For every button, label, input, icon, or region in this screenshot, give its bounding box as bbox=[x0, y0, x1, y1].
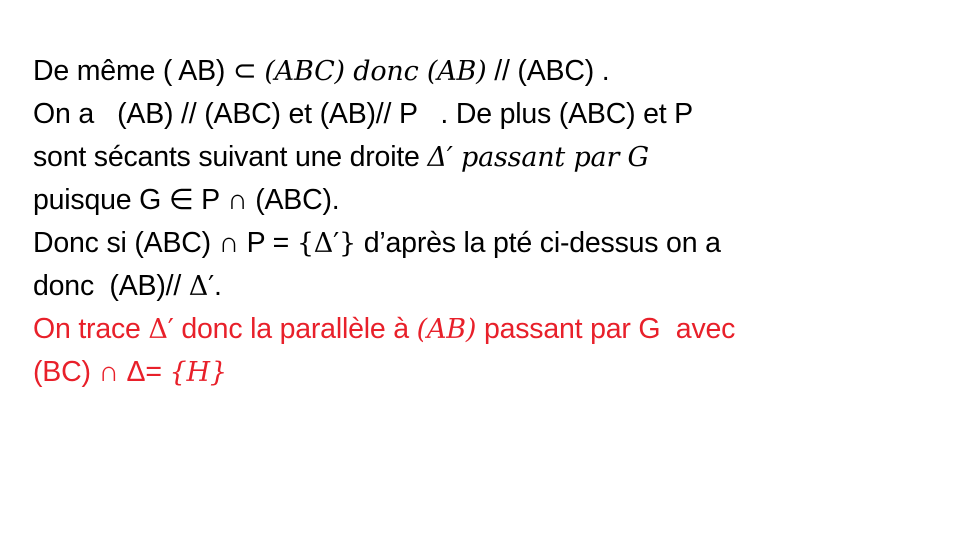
text-line-6 bbox=[33, 265, 933, 308]
line-3-text: sont sécants suivant une droite bbox=[33, 141, 428, 173]
line-6-text-a: donc (AB)// bbox=[33, 270, 189, 302]
line-5-text-a: Donc si (ABC) ∩ P = bbox=[33, 227, 297, 259]
line-7-math-a: Δ′ bbox=[148, 314, 174, 345]
line-8-math: {H} bbox=[169, 357, 227, 388]
text-line-1 bbox=[33, 50, 933, 93]
line-8-text: (BC) ∩ Δ= bbox=[33, 356, 170, 388]
text-line-3 bbox=[33, 136, 933, 179]
text-line-8-highlight bbox=[33, 351, 933, 394]
line-2-text: On a (AB) // (ABC) et (AB)// P . De plus (ABC) et P bbox=[33, 98, 693, 130]
line-7-text-b: donc la parallèle à bbox=[173, 313, 417, 345]
subset-symbol: ⊂ bbox=[232, 55, 265, 87]
line-6-math: Δ′ bbox=[188, 271, 215, 302]
line-7-math-b: (AB) bbox=[416, 314, 477, 345]
line-5-math: {Δ′} bbox=[296, 228, 357, 259]
line-7-text-a: On trace bbox=[33, 313, 149, 345]
text-line-5 bbox=[33, 222, 933, 265]
text-line-4 bbox=[33, 179, 933, 222]
line-1-text-b: // (ABC) . bbox=[486, 55, 610, 87]
line-3-math: Δ′ passant par G bbox=[427, 142, 649, 173]
line-1-math: (ABC) donc (AB) bbox=[264, 56, 487, 87]
line-4-text: puisque G ∈ P ∩ (ABC). bbox=[33, 184, 340, 216]
line-5-text-b: d’après la pté ci-dessus on a bbox=[356, 227, 721, 259]
text-line-2 bbox=[33, 93, 933, 136]
line-7-text-c: passant par G avec bbox=[476, 313, 736, 345]
line-6-text-b: . bbox=[214, 270, 222, 302]
text-line-7-highlight bbox=[33, 308, 933, 351]
line-1-text-a: De même ( AB) bbox=[33, 55, 233, 87]
slide-body-text bbox=[33, 50, 933, 394]
